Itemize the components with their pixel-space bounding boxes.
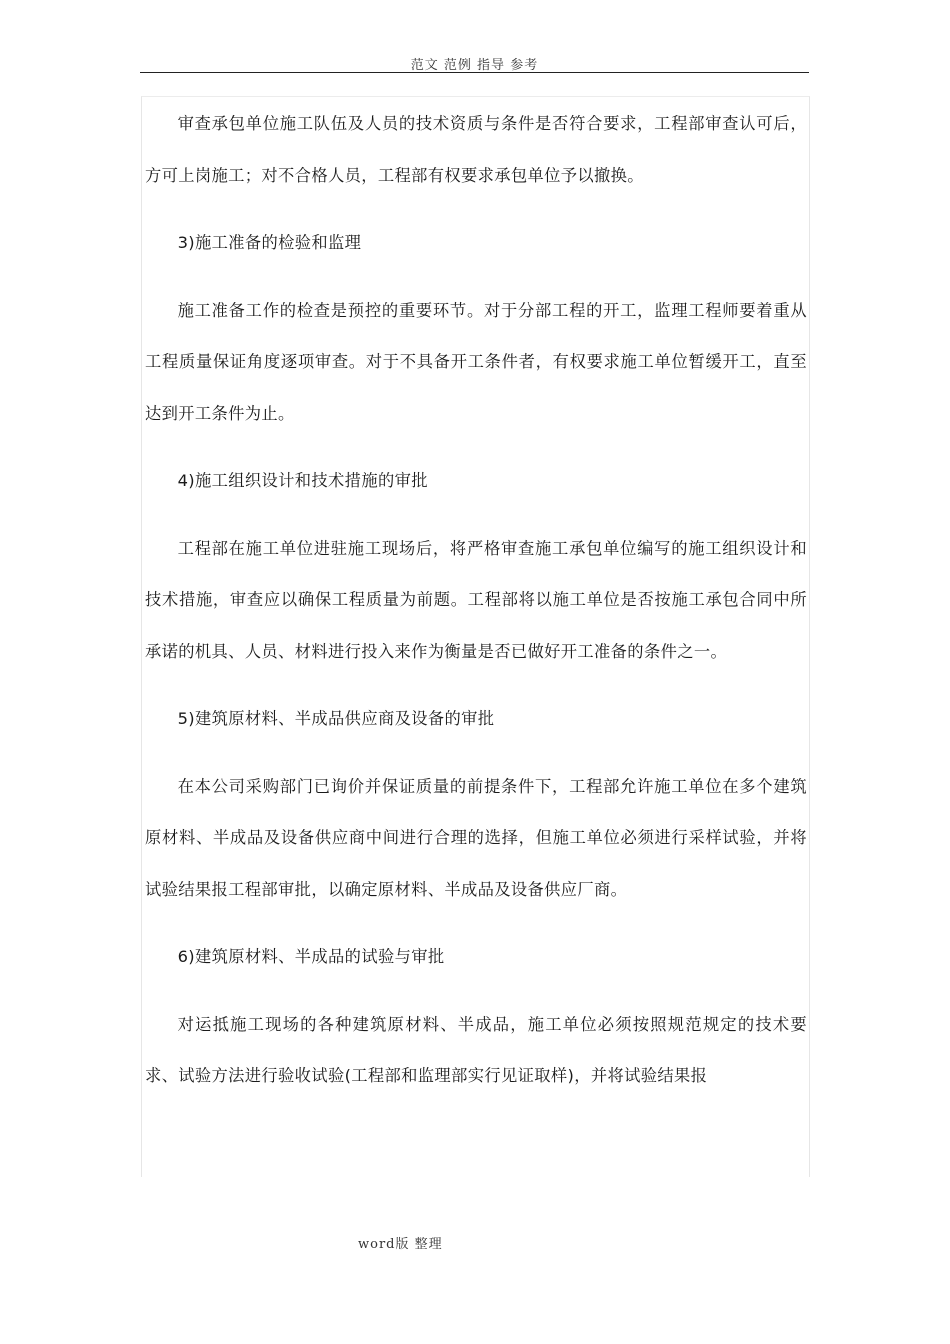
document-body bbox=[145, 98, 807, 1102]
paragraph-org-design: 工程部在施工单位进驻施工现场后，将严格审查施工承包单位编写的施工组织设计和技术措施，审查应以确保工程质量为前题。工程部将以施工单位是否按施工承包合同中所承诺的机具、人员、材料进行投入来作为衡量是否已做好开工准备的条件之一。 bbox=[145, 538, 807, 661]
paragraph-suppliers: 在本公司采购部门已询价并保证质量的前提条件下，工程部允许施工单位在多个建筑原材料、半成品及设备供应商中间进行合理的选择，但施工单位必须进行采样试验，并将试验结果报工程部审批，以确定原材料、半成品及设备供应厂商。 bbox=[145, 776, 807, 899]
section-heading-3: 3)施工准备的检验和监理 bbox=[177, 233, 362, 252]
header-divider bbox=[140, 72, 809, 73]
section-heading-4: 4)施工组织设计和技术措施的审批 bbox=[177, 471, 428, 490]
section-heading-6: 6)建筑原材料、半成品的试验与审批 bbox=[177, 947, 445, 966]
paragraph-construction-prep: 施工准备工作的检查是预控的重要环节。对于分部工程的开工，监理工程师要着重从工程质量保证角度逐项审查。对于不具备开工条件者，有权要求施工单位暂缓开工，直至达到开工条件为止。 bbox=[145, 300, 807, 423]
section-heading-5: 5)建筑原材料、半成品供应商及设备的审批 bbox=[177, 709, 495, 728]
page-footer: word版 整理 bbox=[358, 1237, 443, 1252]
paragraph-personnel-review: 审查承包单位施工队伍及人员的技术资质与条件是否符合要求，工程部审查认可后，方可上岗施工；对不合格人员，工程部有权要求承包单位予以撤换。 bbox=[145, 114, 807, 185]
paragraph-material-testing: 对运抵施工现场的各种建筑原材料、半成品，施工单位必须按照规范规定的技术要求、试验方法进行验收试验(工程部和监理部实行见证取样)，并将试验结果报 bbox=[145, 1014, 807, 1085]
page-header: 范文 范例 指导 参考 bbox=[410, 58, 539, 73]
